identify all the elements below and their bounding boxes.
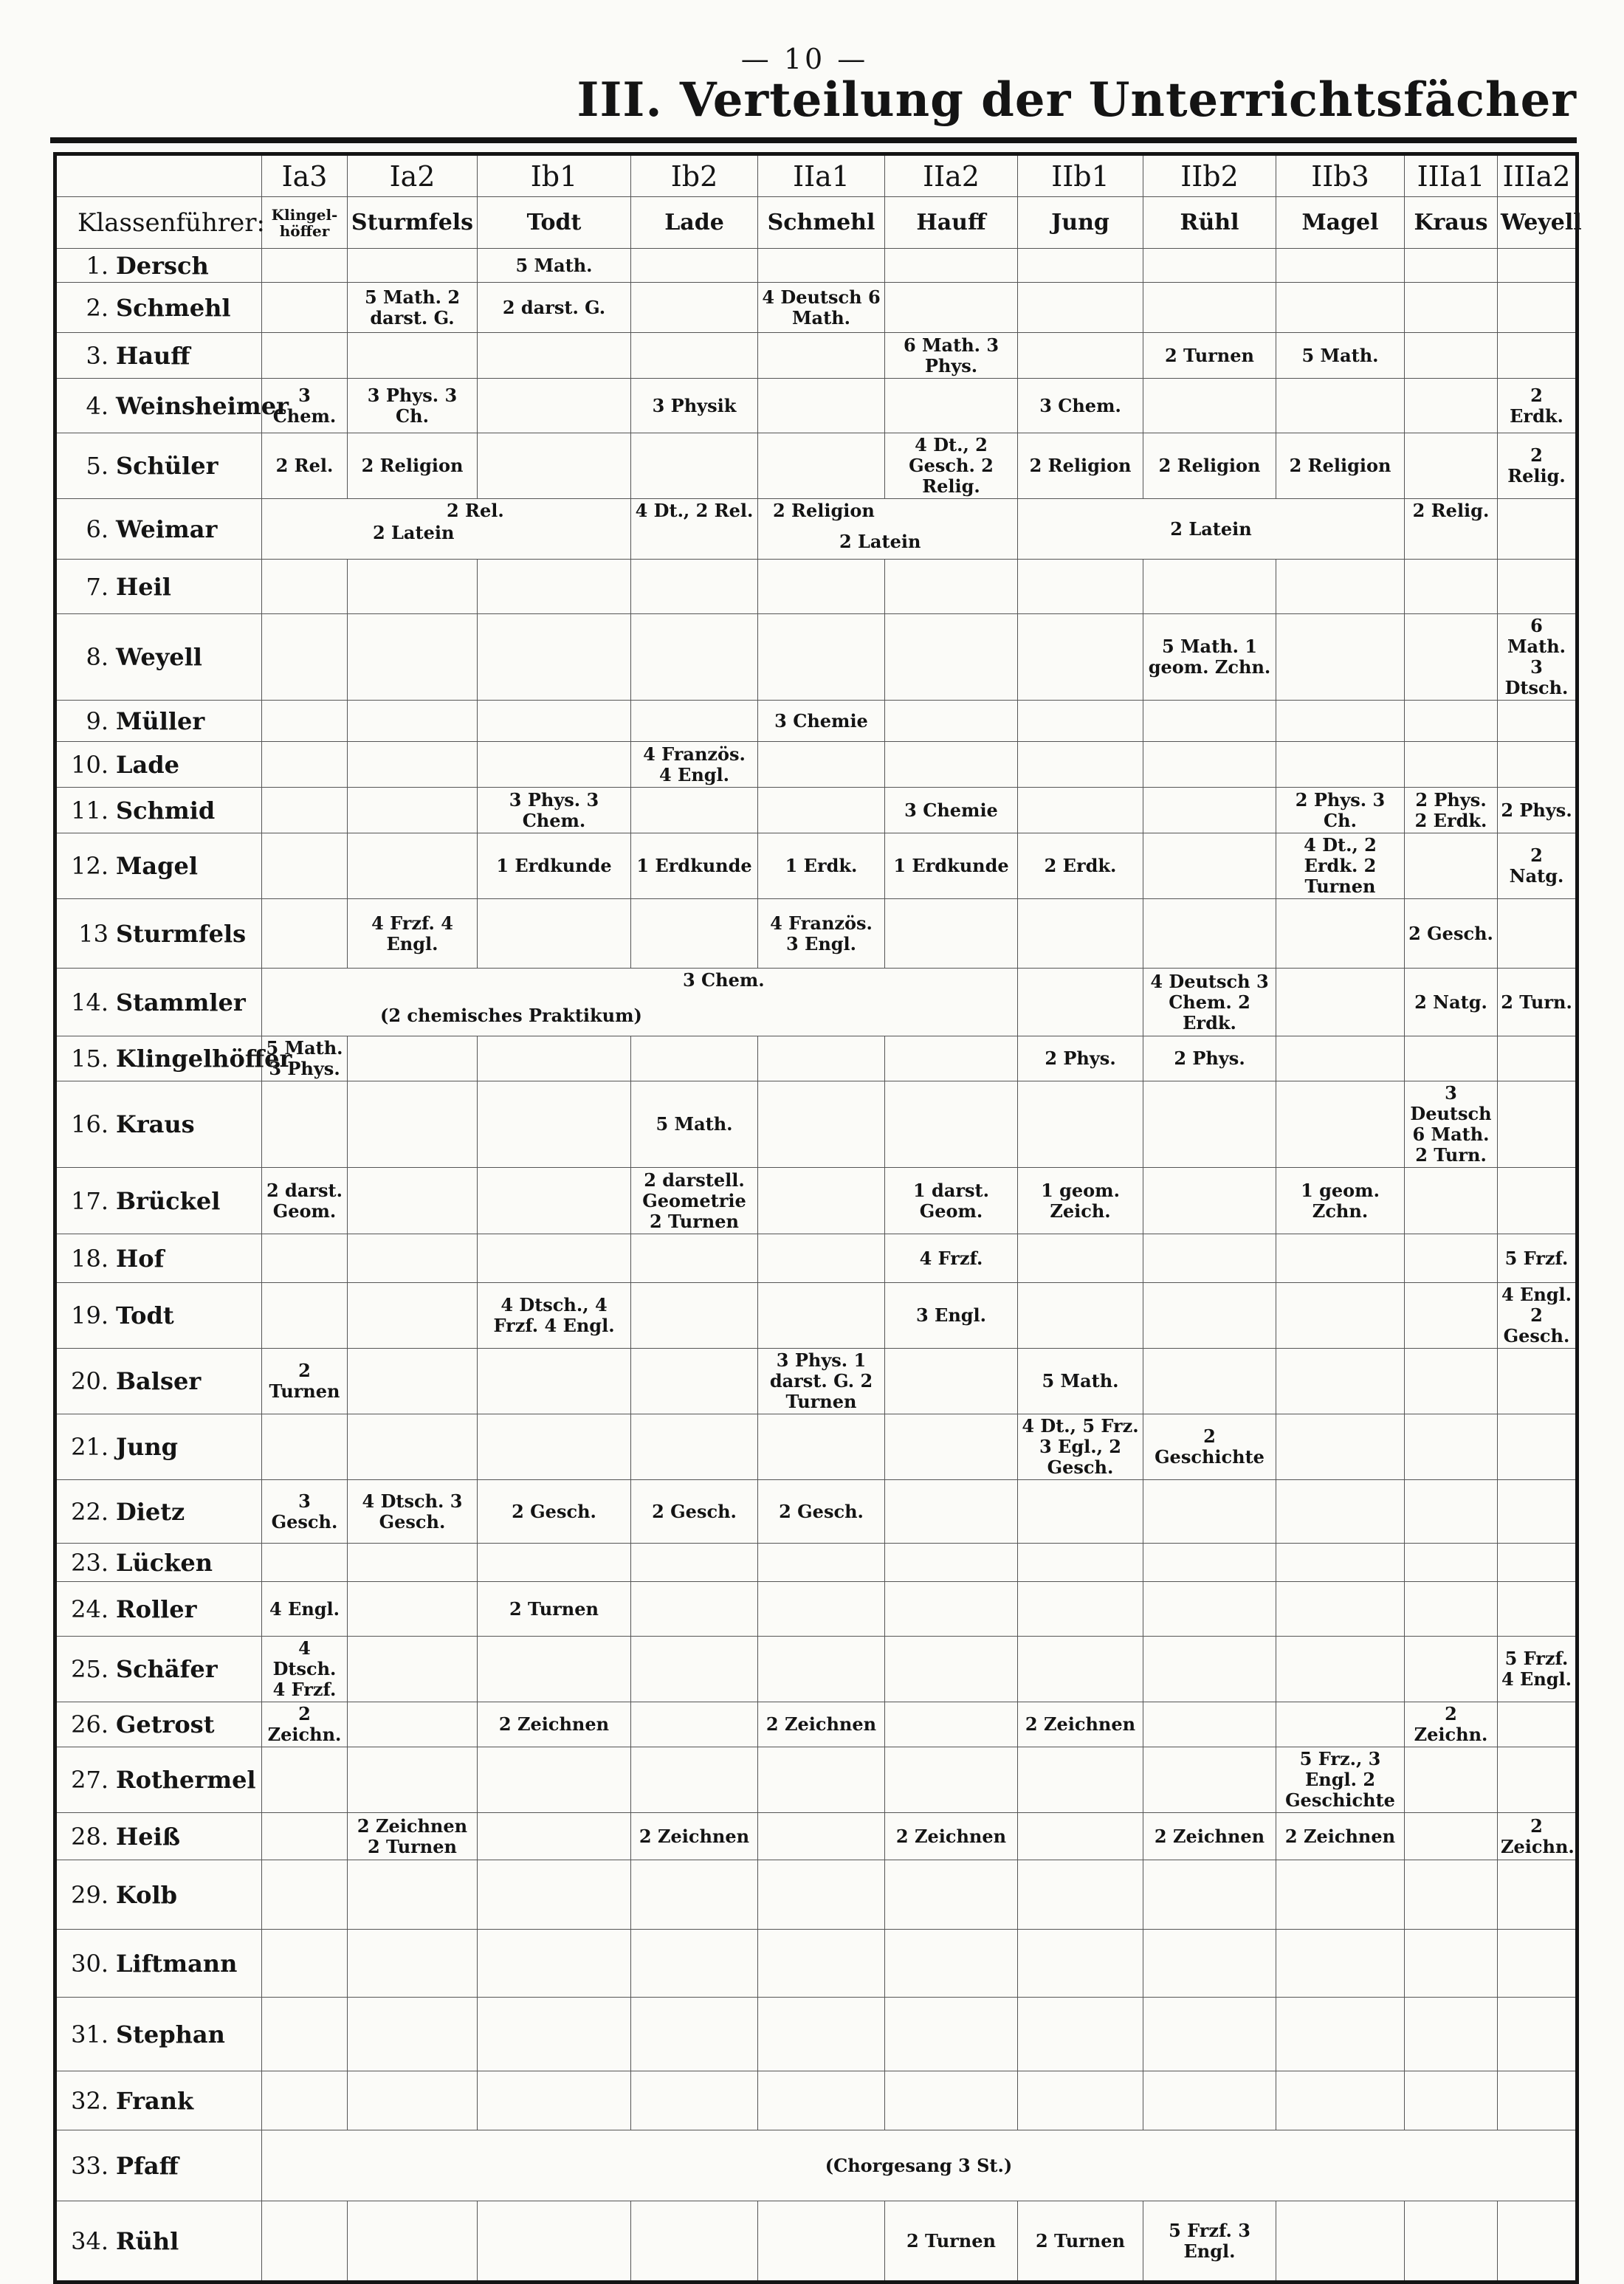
teacher-row	[55, 1234, 1577, 1283]
lesson-cell: 2 Zeichnen	[631, 1813, 758, 1860]
teacher-row	[55, 249, 1577, 283]
teacher-name: 33. Pfaff	[55, 2130, 262, 2201]
teacher-name: 25. Schäfer	[55, 1637, 262, 1702]
class-teacher: Weyell	[1498, 197, 1577, 249]
lesson-cell: 2 Zeichnen 2 Turnen	[348, 1813, 478, 1860]
lesson-cell: 3 Chem.	[262, 379, 348, 433]
teacher-name: 18. Hof	[55, 1234, 262, 1283]
teacher-name: 23. Lücken	[55, 1544, 262, 1582]
lesson-cell: 2 Turnen	[1143, 333, 1276, 379]
lesson-cell: 2 Religion	[1276, 433, 1405, 499]
teacher-name: 12. Magel	[55, 833, 262, 899]
lesson-cell: 1 geom. Zchn.	[1276, 1168, 1405, 1234]
lesson-cell: 4 Dtsch. 3 Gesch.	[348, 1480, 478, 1544]
teacher-name: 10. Lade	[55, 742, 262, 788]
teacher-row	[55, 1544, 1577, 1582]
lesson-cell: 2 Phys. 3 Ch.	[1276, 788, 1405, 833]
page-number: — 10 —	[740, 43, 869, 75]
lesson-cell: 3 Chemie	[758, 701, 885, 742]
teacher-row	[55, 1582, 1577, 1637]
teacher-row	[55, 1349, 1577, 1414]
lesson-cell: 1 Erdkunde	[885, 833, 1018, 899]
lesson-cell: 2 darstell. Geometrie 2 Turnen	[631, 1168, 758, 1234]
class-teacher-row	[55, 197, 1577, 249]
lesson-cell: 2 Erdk.	[1018, 833, 1143, 899]
lesson-cell: 4 Deutsch 6 Math.	[758, 283, 885, 333]
teacher-name: 16. Kraus	[55, 1081, 262, 1168]
lesson-cell: 2 Zeichnen	[1143, 1813, 1276, 1860]
lesson-cell: 1 darst. Geom.	[885, 1168, 1018, 1234]
lesson-cell: 2 Turnen	[262, 1349, 348, 1414]
teacher-row	[55, 333, 1577, 379]
lesson-cell: 5 Math.	[1018, 1349, 1143, 1414]
lesson-cell: 3 Phys. 3 Ch.	[348, 379, 478, 433]
lesson-cell: 5 Math.	[478, 249, 631, 283]
teacher-name: 9. Müller	[55, 701, 262, 742]
lesson-cell: 2 Phys. 2 Erdk.	[1405, 788, 1498, 833]
lesson-cell: 2 Zeichn.	[262, 1702, 348, 1747]
teacher-name: 11. Schmid	[55, 788, 262, 833]
lesson-cell: 5 Frzf.	[1498, 1234, 1577, 1283]
corner-cell	[55, 154, 262, 197]
lesson-cell: 2 Gesch.	[758, 1480, 885, 1544]
lesson-cell: 2 Zeichn.	[1498, 1813, 1577, 1860]
lesson-cell: 3 Phys. 3 Chem.	[478, 788, 631, 833]
col-header: Ib2	[631, 154, 758, 197]
col-header: Ib1	[478, 154, 631, 197]
teacher-name: 1. Dersch	[55, 249, 262, 283]
distribution-table	[53, 152, 1582, 2284]
lesson-cell: 1 Erdk.	[758, 833, 885, 899]
teacher-row	[55, 1860, 1577, 1930]
teacher-row	[55, 2130, 1577, 2201]
lesson-cell: 2 Gesch.	[478, 1480, 631, 1544]
class-teacher: Rühl	[1143, 197, 1276, 249]
lesson-cell: 2 Zeichnen	[758, 1702, 885, 1747]
teacher-name: 8. Weyell	[55, 614, 262, 701]
lesson-cell: 2 Turnen	[885, 2201, 1018, 2283]
teacher-name: 7. Heil	[55, 560, 262, 614]
lesson-cell: 2 Geschichte	[1143, 1414, 1276, 1480]
lesson-cell: 2 Turnen	[1018, 2201, 1143, 2283]
lesson-cell: 2 Erdk.	[1498, 379, 1577, 433]
teacher-name: 15. Klingelhöffer	[55, 1036, 262, 1081]
teacher-name: 20. Balser	[55, 1349, 262, 1414]
teacher-row	[55, 433, 1577, 499]
teacher-row	[55, 1168, 1577, 1234]
teacher-row	[55, 1702, 1577, 1747]
lesson-cell: 3 Chem.	[1018, 379, 1143, 433]
lesson-cell: 3 Physik	[631, 379, 758, 433]
teacher-name: 21. Jung	[55, 1414, 262, 1480]
class-header-row	[55, 154, 1577, 197]
lesson-cell: 4 Französ. 4 Engl.	[631, 742, 758, 788]
lesson-cell: 6 Math. 3 Phys.	[885, 333, 1018, 379]
lesson-cell: 5 Math. 3 Phys.	[262, 1036, 348, 1081]
col-header: IIa2	[885, 154, 1018, 197]
teacher-name: 32. Frank	[55, 2071, 262, 2130]
lesson-cell: 2 Natg.	[1405, 969, 1498, 1036]
teacher-row	[55, 1998, 1577, 2071]
lesson-cell: 2 Phys.	[1018, 1036, 1143, 1081]
teacher-name: 22. Dietz	[55, 1480, 262, 1544]
lesson-cell: 2 Latein	[1018, 499, 1405, 560]
lesson-cell: 2 Gesch.	[631, 1480, 758, 1544]
lesson-cell: 4 Dtsch. 4 Frzf.	[262, 1637, 348, 1702]
lesson-cell: 2 Turnen	[478, 1582, 631, 1637]
col-header: IIb1	[1018, 154, 1143, 197]
lesson-cell: 3 Chem. (2 chemisches Praktikum)	[262, 969, 1018, 1036]
lesson-cell: 1 geom. Zeich.	[1018, 1168, 1143, 1234]
teacher-row	[55, 1414, 1577, 1480]
lesson-cell: 2 Religion 2 Latein	[758, 499, 1018, 560]
teacher-name: 24. Roller	[55, 1582, 262, 1637]
lesson-cell: 1 Erdkunde	[631, 833, 758, 899]
teacher-row	[55, 1747, 1577, 1813]
lesson-cell: 3 Deutsch 6 Math. 2 Turn.	[1405, 1081, 1498, 1168]
lesson-cell: 4 Frzf.	[885, 1234, 1018, 1283]
teacher-name: 2. Schmehl	[55, 283, 262, 333]
teacher-row	[55, 614, 1577, 701]
lesson-cell: 2 Zeichnen	[1018, 1702, 1143, 1747]
lesson-cell: 4 Dt., 2 Gesch. 2 Relig.	[885, 433, 1018, 499]
title-rule	[50, 137, 1577, 143]
teacher-row	[55, 1081, 1577, 1168]
lesson-cell: 4 Dt., 5 Frz. 3 Egl., 2 Gesch.	[1018, 1414, 1143, 1480]
lesson-cell: 2 Phys.	[1498, 788, 1577, 833]
teacher-row	[55, 283, 1577, 333]
teacher-row	[55, 899, 1577, 969]
lesson-cell: 2 Zeichnen	[885, 1813, 1018, 1860]
lesson-cell: 3 Gesch.	[262, 1480, 348, 1544]
teacher-name: 4. Weinsheimer	[55, 379, 262, 433]
col-header: IIb2	[1143, 154, 1276, 197]
lesson-cell: 4 Dt., 2 Erdk. 2 Turnen	[1276, 833, 1405, 899]
lesson-cell: 4 Dt., 2 Rel.	[631, 499, 758, 560]
teacher-row	[55, 1480, 1577, 1544]
lesson-cell: 4 Frzf. 4 Engl.	[348, 899, 478, 969]
lesson-cell: 5 Frzf. 4 Engl.	[1498, 1637, 1577, 1702]
teacher-row	[55, 788, 1577, 833]
klassenfuehrer-label: Klassenführer:	[55, 197, 262, 249]
lesson-cell: 3 Chemie	[885, 788, 1018, 833]
lesson-cell: 6 Math. 3 Dtsch.	[1498, 614, 1577, 701]
class-teacher: Klingel-höffer	[262, 197, 348, 249]
teacher-row	[55, 701, 1577, 742]
lesson-cell: 2 darst. G.	[478, 283, 631, 333]
teacher-row	[55, 1637, 1577, 1702]
teacher-row	[55, 2071, 1577, 2130]
teacher-name: 17. Brückel	[55, 1168, 262, 1234]
lesson-cell: 2 Relig.	[1405, 499, 1498, 560]
lesson-cell: 5 Math. 2 darst. G.	[348, 283, 478, 333]
teacher-row	[55, 560, 1577, 614]
teacher-name: 34. Rühl	[55, 2201, 262, 2283]
teacher-row	[55, 1283, 1577, 1349]
lesson-cell: 3 Engl.	[885, 1283, 1018, 1349]
lesson-cell: 2 Zeichnen	[478, 1702, 631, 1747]
teacher-row	[55, 1036, 1577, 1081]
lesson-cell: 3 Phys. 1 darst. G. 2 Turnen	[758, 1349, 885, 1414]
col-header: IIb3	[1276, 154, 1405, 197]
teacher-name: 6. Weimar	[55, 499, 262, 560]
lesson-cell: 4 Engl.	[262, 1582, 348, 1637]
lesson-cell: 2 Zeichn.	[1405, 1702, 1498, 1747]
lesson-cell: 2 Rel.	[262, 433, 348, 499]
lesson-cell: 2 Religion	[348, 433, 478, 499]
teacher-row	[55, 499, 1577, 560]
class-teacher: Schmehl	[758, 197, 885, 249]
lesson-cell: 2 Gesch.	[1405, 899, 1498, 969]
col-header: Ia3	[262, 154, 348, 197]
teacher-row	[55, 2201, 1577, 2283]
class-teacher: Todt	[478, 197, 631, 249]
lesson-cell: 5 Math. 1 geom. Zchn.	[1143, 614, 1276, 701]
teacher-name: 3. Hauff	[55, 333, 262, 379]
teacher-name: 28. Heiß	[55, 1813, 262, 1860]
lesson-cell: 2 Natg.	[1498, 833, 1577, 899]
lesson-cell: 4 Engl. 2 Gesch.	[1498, 1283, 1577, 1349]
class-teacher: Kraus	[1405, 197, 1498, 249]
teacher-row	[55, 1813, 1577, 1860]
lesson-cell: 5 Frzf. 3 Engl.	[1143, 2201, 1276, 2283]
lesson-cell: 5 Frz., 3 Engl. 2 Geschichte	[1276, 1747, 1405, 1813]
col-header: IIIa2	[1498, 154, 1577, 197]
class-teacher: Magel	[1276, 197, 1405, 249]
teacher-name: 27. Rothermel	[55, 1747, 262, 1813]
lesson-cell: 2 Phys.	[1143, 1036, 1276, 1081]
teacher-name: 5. Schüler	[55, 433, 262, 499]
teacher-row	[55, 1930, 1577, 1998]
teacher-name: 13 Sturmfels	[55, 899, 262, 969]
teacher-row	[55, 969, 1577, 1036]
teacher-row	[55, 742, 1577, 788]
teacher-name: 26. Getrost	[55, 1702, 262, 1747]
lesson-cell: (Chorgesang 3 St.)	[262, 2130, 1577, 2201]
teacher-row	[55, 833, 1577, 899]
col-header: Ia2	[348, 154, 478, 197]
teacher-name: 19. Todt	[55, 1283, 262, 1349]
lesson-cell: 2 Turn.	[1498, 969, 1577, 1036]
lesson-cell: 4 Französ. 3 Engl.	[758, 899, 885, 969]
class-teacher: Sturmfels	[348, 197, 478, 249]
teacher-row	[55, 379, 1577, 433]
class-teacher: Lade	[631, 197, 758, 249]
class-teacher: Jung	[1018, 197, 1143, 249]
lesson-cell: 4 Deutsch 3 Chem. 2 Erdk.	[1143, 969, 1276, 1036]
section-title: III. Verteilung der Unterrichtsfächer	[577, 72, 1577, 128]
teacher-name: 31. Stephan	[55, 1998, 262, 2071]
col-header: IIa1	[758, 154, 885, 197]
lesson-cell: 2 darst. Geom.	[262, 1168, 348, 1234]
teacher-name: 14. Stammler	[55, 969, 262, 1036]
lesson-cell: 5 Math.	[1276, 333, 1405, 379]
teacher-name: 29. Kolb	[55, 1860, 262, 1930]
lesson-cell: 5 Math.	[631, 1081, 758, 1168]
col-header: IIIa1	[1405, 154, 1498, 197]
lesson-cell: 2 Rel. 2 Latein	[262, 499, 631, 560]
lesson-cell: 2 Religion	[1018, 433, 1143, 499]
lesson-cell: 2 Religion	[1143, 433, 1276, 499]
lesson-cell: 4 Dtsch., 4 Frzf. 4 Engl.	[478, 1283, 631, 1349]
lesson-cell: 1 Erdkunde	[478, 833, 631, 899]
lesson-cell: 2 Relig.	[1498, 433, 1577, 499]
class-teacher: Hauff	[885, 197, 1018, 249]
teacher-name: 30. Liftmann	[55, 1930, 262, 1998]
lesson-cell: 2 Zeichnen	[1276, 1813, 1405, 1860]
